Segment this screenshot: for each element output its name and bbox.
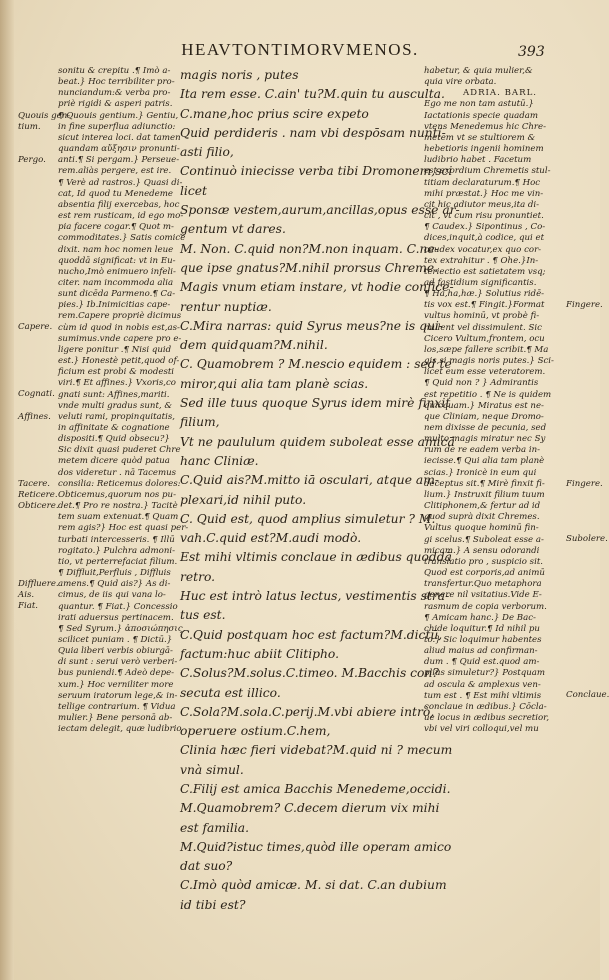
commentary-line: xum.} Hoc verniliter more	[58, 679, 174, 690]
commentary-line: nucho,Imò enimuero infeli-	[58, 266, 176, 277]
commentary-line: in fine superflua adiunctio:	[58, 121, 176, 132]
commentary-line: bus puniendi.¶ Adeò depe-	[58, 668, 175, 679]
marginal-note: Reticere.	[18, 489, 58, 500]
verse-line: hanc Cliniæ.	[180, 453, 259, 468]
commentary-line: vnde multi gradus sunt, &	[58, 400, 173, 411]
commentary-line: seruum iratorum lege,& in-	[58, 690, 178, 701]
verse-line: M.Quid?istuc times,quòd ille operam amico	[180, 839, 452, 854]
commentary-line: iecisse.¶ Qui alia tam planè	[424, 456, 545, 467]
commentary-line: cit , vt cum risu pronuntiet.	[424, 211, 544, 222]
commentary-line: gnati sunt: Affines,mariti.	[58, 389, 170, 400]
commentary-line: viri.¶ Et affines.} Vxoris,co	[58, 378, 176, 389]
verse-line: filium,	[180, 415, 220, 430]
verse-line: C.Quid postquam hoc est factum?M.dictū,	[180, 627, 443, 642]
commentary-line: los,sæpe fallere scribit.¶ Ma	[424, 344, 549, 355]
commentary-line: translatio pro , suspicio sit.	[424, 556, 544, 567]
verse-line: C. Quamobrem ? M.nescio equidem : sed te	[180, 357, 452, 372]
verse-line: rentur nuptiæ.	[180, 299, 272, 314]
commentary-line: est exordium Chremetis stul-	[424, 166, 551, 177]
verse-line: C.mane,hoc prius scire expeto	[180, 106, 369, 121]
commentary-line: rasmum de copia verborum.	[424, 601, 547, 612]
commentary-line: tum est . ¶ Est mihi vltimis	[424, 690, 542, 701]
commentary-line: hebetioris ingenii hominem	[424, 144, 544, 155]
marginal-note: Obticere.	[18, 500, 59, 511]
verse-line: Vt ne paululum quidem suboleat esse amicā	[180, 434, 455, 449]
verse-line: magis noris , putes	[180, 68, 299, 82]
commentary-line: absentia filij exercebas, hoc	[58, 199, 180, 210]
commentary-left-column	[58, 66, 189, 735]
commentary-line: ¶ Amicam hanc.} De Bac-	[424, 612, 536, 623]
commentary-line: priè rigidi & asperi patris.	[58, 99, 173, 110]
commentary-line: quod suprà dixit Chremes.	[424, 512, 540, 523]
verse-line: C.Sola?M.sola.C.perij.M.vbi abiere intrò,	[180, 704, 435, 719]
commentary-line: mulent vel dissimulent. Sic	[424, 322, 542, 333]
commentary-line: rogitato.} Pulchra admoni-	[58, 545, 176, 556]
commentary-line: metem vt se stultiorem &	[424, 132, 536, 143]
verse-line: C.Quid ais?M.mitto iā osculari, atque am-	[180, 473, 440, 488]
commentary-line: multo magis miratur nec Sy	[424, 434, 546, 445]
verse-line: plexari,id nihil puto.	[180, 492, 307, 507]
commentary-line: genere nil vsitatius.Vide E-	[424, 590, 542, 601]
commentary-line: aliud maius ad confirman-	[424, 646, 538, 657]
commentary-line: cat, Id quod tu Menedeme	[58, 188, 173, 199]
commentary-line: dixit. nam hoc nomen leue	[58, 244, 174, 255]
commentary-line: est rem rusticam, id ego mo-	[58, 211, 184, 222]
commentary-line: ADRIA. BARL.	[462, 88, 538, 99]
commentary-line: Quia liberi verbis obiurgā-	[58, 646, 173, 657]
commentary-line: ¶ Verè ad rastros.} Quasi di-	[58, 177, 183, 188]
commentary-line: scilicet puniam . ¶ Dictū.}	[58, 634, 173, 645]
marginal-note: Pergo.	[18, 155, 46, 166]
commentary-line: cùm id quod in nobis est,as-	[58, 322, 180, 333]
commentary-line: quandam αὔξησιν pronunti-	[58, 144, 180, 155]
commentary-line: rum de re eadem verba in-	[424, 445, 541, 456]
commentary-line: tio, vt perterrefaciat filium.	[58, 556, 178, 567]
commentary-line: ¶ Quid non ? } Admirantis	[424, 378, 539, 389]
verse-line: operuere ostium.C.hem,	[180, 724, 331, 739]
commentary-line: que Cliniam, neque Dromo-	[424, 411, 544, 422]
marginal-note: Cognati.	[18, 389, 55, 400]
commentary-line: turbati intercesseris. ¶ Illū	[58, 534, 175, 545]
commentary-line: quantur. ¶ Fiat.} Concessio	[58, 601, 178, 612]
commentary-line: teriectio est satietatem vsq;	[424, 266, 546, 277]
commentary-line: plius simuletur?} Postquam	[424, 668, 546, 679]
verse-line: M.Quamobrem? C.decem dierum vix mihi	[180, 801, 440, 816]
verse-line: asti filio,	[180, 145, 234, 160]
marginal-note: Fingere.	[566, 478, 603, 489]
verse-line: Ita rem esse. C.ain' tu?M.quin tu ausculta.	[180, 87, 445, 102]
commentary-line: titiam declaraturum.¶ Hoc	[424, 177, 541, 188]
commentary-line: sunt dicēda Parmeno.¶ Ca-	[58, 289, 176, 300]
commentary-line: est repetitio . ¶ Ne is quidem	[424, 389, 552, 400]
commentary-line: ligere ponitur .¶ Nisi quid	[58, 344, 172, 355]
commentary-line: deceptus sit.¶ Mirè finxit fi-	[424, 478, 545, 489]
verse-line: C.Mira narras: quid Syrus meus?ne is qui-	[180, 318, 444, 333]
commentary-line: dices,inquit,à codice, qui et	[424, 233, 545, 244]
commentary-line: sicut interea loci. dat tamen	[58, 132, 181, 143]
verse-line: vnà simul.	[180, 762, 244, 777]
commentary-line: scias.} Ironicè in eum qui	[424, 467, 537, 478]
verse-line: Sed ille tuus quoque Syrus idem mirè finxit	[180, 396, 451, 411]
page-number: 393	[518, 44, 545, 60]
commentary-line: cimus, de iis qui vana lo-	[58, 590, 166, 601]
verse-line: id tibi est?	[180, 897, 246, 912]
commentary-line: Ego me non tam astutū.}	[424, 99, 534, 110]
commentary-line: mulier.} Bene personā ab-	[58, 713, 173, 724]
commentary-line: caudex vocatur,ex quo cor-	[424, 244, 542, 255]
commentary-line: metem dicere quòd patua	[58, 456, 170, 467]
commentary-line: tex extrahitur . ¶ Ohe.}In-	[424, 255, 539, 266]
verse-line: dem quidquam?M.nihil.	[180, 338, 328, 353]
commentary-line: Cicero Vultum,frontem, ocu	[424, 333, 545, 344]
commentary-line: est.} Honestè petit,quod of-	[58, 356, 180, 367]
commentary-line: transfertur.Quo metaphora	[424, 579, 542, 590]
commentary-line: vbi vel viri colloqui,vel mu	[424, 724, 539, 735]
commentary-line: anti.¶ Si pergam.} Perseue-	[58, 155, 180, 166]
verse-line: licet	[180, 183, 207, 198]
marginal-note: Quouis gen-	[18, 110, 71, 121]
commentary-line: quicquam.} Miratus est ne-	[424, 400, 544, 411]
commentary-line: quia vire orbata.	[424, 77, 497, 88]
commentary-line: iectam delegit, quæ ludibrio	[58, 724, 182, 735]
commentary-line: dispositi.¶ Quid obsecu?}	[58, 434, 170, 445]
verse-line: M. Non. C.quid non?M.non inquam. C.ne-	[180, 241, 439, 256]
commentary-right-column	[424, 66, 576, 735]
verse-line: vah.C.quid est?M.audi modò.	[180, 531, 362, 546]
marginal-note: Subolere.	[566, 534, 608, 545]
verse-line: gentum vt dares.	[180, 222, 286, 237]
commentary-line: ¶ Caudex.} Sipontinus , Co-	[424, 222, 546, 233]
commentary-line: pies.} Ib.Inimicitias cape-	[58, 300, 171, 311]
verse-line: tus est.	[180, 608, 226, 623]
commentary-line: quoddā significat: vt in Eu-	[58, 255, 176, 266]
commentary-line: sumimus.vnde capere pro e-	[58, 333, 182, 344]
commentary-line: nem dixisse de pecunia, sed	[424, 423, 547, 433]
marginal-note: Capere.	[18, 322, 53, 333]
commentary-line: gi scelus.¶ Suboleat esse a-	[424, 534, 544, 545]
commentary-line: rem agis?} Hoc est quasi per-	[58, 523, 189, 534]
verse-line: Continuò iniecisse verba tibi Dromonem,sci	[180, 164, 453, 179]
commentary-line: ludibrio habet . Facetum	[424, 155, 532, 166]
commentary-line: ¶ Ha,ha,hæ.} Solutius ridē-	[424, 289, 545, 300]
commentary-line: Sic dixit quasi puderet Chre	[58, 445, 181, 456]
binding-gutter	[0, 0, 14, 980]
marginal-note: Fiat.	[18, 601, 39, 612]
commentary-line: vultus hominū, vt probè fi-	[424, 311, 540, 322]
commentary-line: nunciandum:& verba pro-	[58, 88, 171, 99]
commentary-line: det.¶ Pro re nostra.} Tacitè	[58, 501, 178, 512]
commentary-line: chide loquitur.¶ Id nihil pu	[424, 623, 540, 634]
commentary-line: cit hic adiutor meus,ita di-	[424, 199, 540, 210]
commentary-line: ¶ Sed Syrum.} ἀποσιώπησις,	[58, 623, 186, 634]
commentary-line: ¶ Quouis gentium.} Gentiu,	[58, 110, 179, 121]
commentary-line: citer. nam incommoda alia	[58, 277, 174, 288]
verse-line: retro.	[180, 569, 216, 584]
commentary-line: micam.} A sensu odorandi	[424, 545, 540, 556]
commentary-line: Obticemus,quorum nos pu-	[58, 489, 176, 500]
marginal-note: Diffluere.	[18, 578, 59, 589]
commentary-line: Vultus quoque hominū fin-	[424, 523, 539, 534]
commentary-line: licet eum esse veteratorem.	[424, 367, 546, 378]
verse-line: miror,qui alia tam planè scias.	[180, 376, 369, 391]
marginal-note: Fingere.	[566, 300, 603, 311]
verse-line: dat suo?	[180, 859, 233, 874]
verse-line: Magis vnum etiam instare, vt hodie confice-	[180, 280, 454, 295]
verse-line: Sponsæ vestem,aurum,ancillas,opus esse ar-	[180, 203, 460, 218]
commentary-line: in affinitate & cognatione	[58, 423, 170, 433]
marginal-note: Conclaue.	[566, 690, 609, 701]
main-text-column	[180, 66, 460, 915]
commentary-line: beat.} Hoc terribiliter pro-	[58, 77, 175, 88]
verse-line: C.Imò quòd amicæ. M. si dat. C.an dubium	[180, 878, 447, 893]
commentary-line: Iactationis specie quadam	[424, 110, 539, 121]
verse-line: secuta est illico.	[180, 685, 281, 700]
commentary-line: dum . ¶ Quid est.quod am-	[424, 657, 540, 668]
commentary-line: ad fastidium significantis.	[424, 277, 537, 288]
marginal-note: Ais.	[18, 590, 35, 601]
commentary-line: sonitu & crepitu .¶ Imò a-	[58, 66, 171, 76]
commentary-line: dos videretur . nā Tacemus	[58, 467, 177, 478]
commentary-line: di sunt : serui verò verberi-	[58, 657, 178, 668]
verse-line: C.Filij est amica Bacchis Menedeme,occidi.	[180, 781, 451, 796]
commentary-line: rem.aliàs pergere, est ire.	[58, 166, 172, 177]
commentary-line: Quod est corporis,ad animū	[424, 568, 545, 579]
marginal-note: Tacere.	[18, 478, 51, 489]
commentary-line: gis,si magis noris putes.} Sci-	[424, 356, 554, 367]
commentary-line: ue locus in ædibus secretior,	[424, 713, 550, 724]
commentary-line: consilia: Reticemus dolores:	[58, 478, 181, 489]
commentary-line: tis vox est.¶ Fingit.}Format	[424, 300, 545, 311]
commentary-line: vtens Menedemus hic Chre-	[424, 121, 547, 132]
commentary-line: veluti rami, propinquitatis,	[58, 411, 176, 422]
marginal-note: tium.	[18, 121, 41, 132]
commentary-line: commoditates.} Satis comicè	[58, 233, 186, 244]
commentary-line: lium.} Instruxit filium tuum	[424, 489, 545, 500]
commentary-line: to.} Sic loquimur habentes	[424, 634, 542, 645]
commentary-line: habetur, & quia mulier,&	[424, 66, 533, 76]
verse-line: C. Quid est, quod amplius simuletur ? M.	[180, 511, 436, 526]
verse-line: que ipse gnatus?M.nihil prorsus Chreme.	[180, 260, 439, 275]
verse-line: C.Solus?M.solus.C.timeo. M.Bacchis con?	[180, 666, 439, 681]
commentary-line: ad oscula & amplexus ven-	[424, 679, 541, 690]
commentary-line: irati aduersus pertinacem.	[58, 612, 174, 623]
verse-line: Huc est intrò latus lectus, vestimentis stra-	[180, 589, 450, 604]
marginal-note: Affines.	[18, 411, 51, 422]
commentary-line: Clitiphonem,& fertur ad id	[424, 501, 541, 512]
commentary-line: pia facere cogar.¶ Quot m-	[58, 222, 174, 233]
commentary-line: tem suam extenuat.¶ Quam	[58, 512, 179, 523]
verse-line: Clinia hæc fieri videbat?M.quid ni ? mecum	[180, 743, 453, 758]
commentary-line: conclaue in ædibus.} Cōcla-	[424, 701, 547, 712]
commentary-line: tellige contrarium. ¶ Vidua	[58, 701, 176, 712]
running-head: HEAVTONTIMORVMENOS.	[181, 40, 419, 59]
commentary-line: mihi præstat.} Hoc me vin-	[424, 188, 544, 199]
verse-line: Quid perdideris . nam vbi despōsam nunti-	[180, 125, 446, 140]
commentary-line: ficium est probi & modesti	[58, 367, 175, 378]
commentary-line: ¶ Diffluit,Perfluis , Diffluis	[58, 568, 171, 579]
verse-line: factum:huc abiit Clitipho.	[180, 646, 340, 661]
commentary-line: amens.¶ Quid ais?} As di-	[58, 579, 171, 590]
verse-line: est familia.	[180, 820, 250, 835]
verse-line: Est mihi vltimis conclaue in ædibus quoddā	[180, 550, 452, 565]
commentary-line: rem.Capere propriè dicimus	[58, 311, 182, 322]
